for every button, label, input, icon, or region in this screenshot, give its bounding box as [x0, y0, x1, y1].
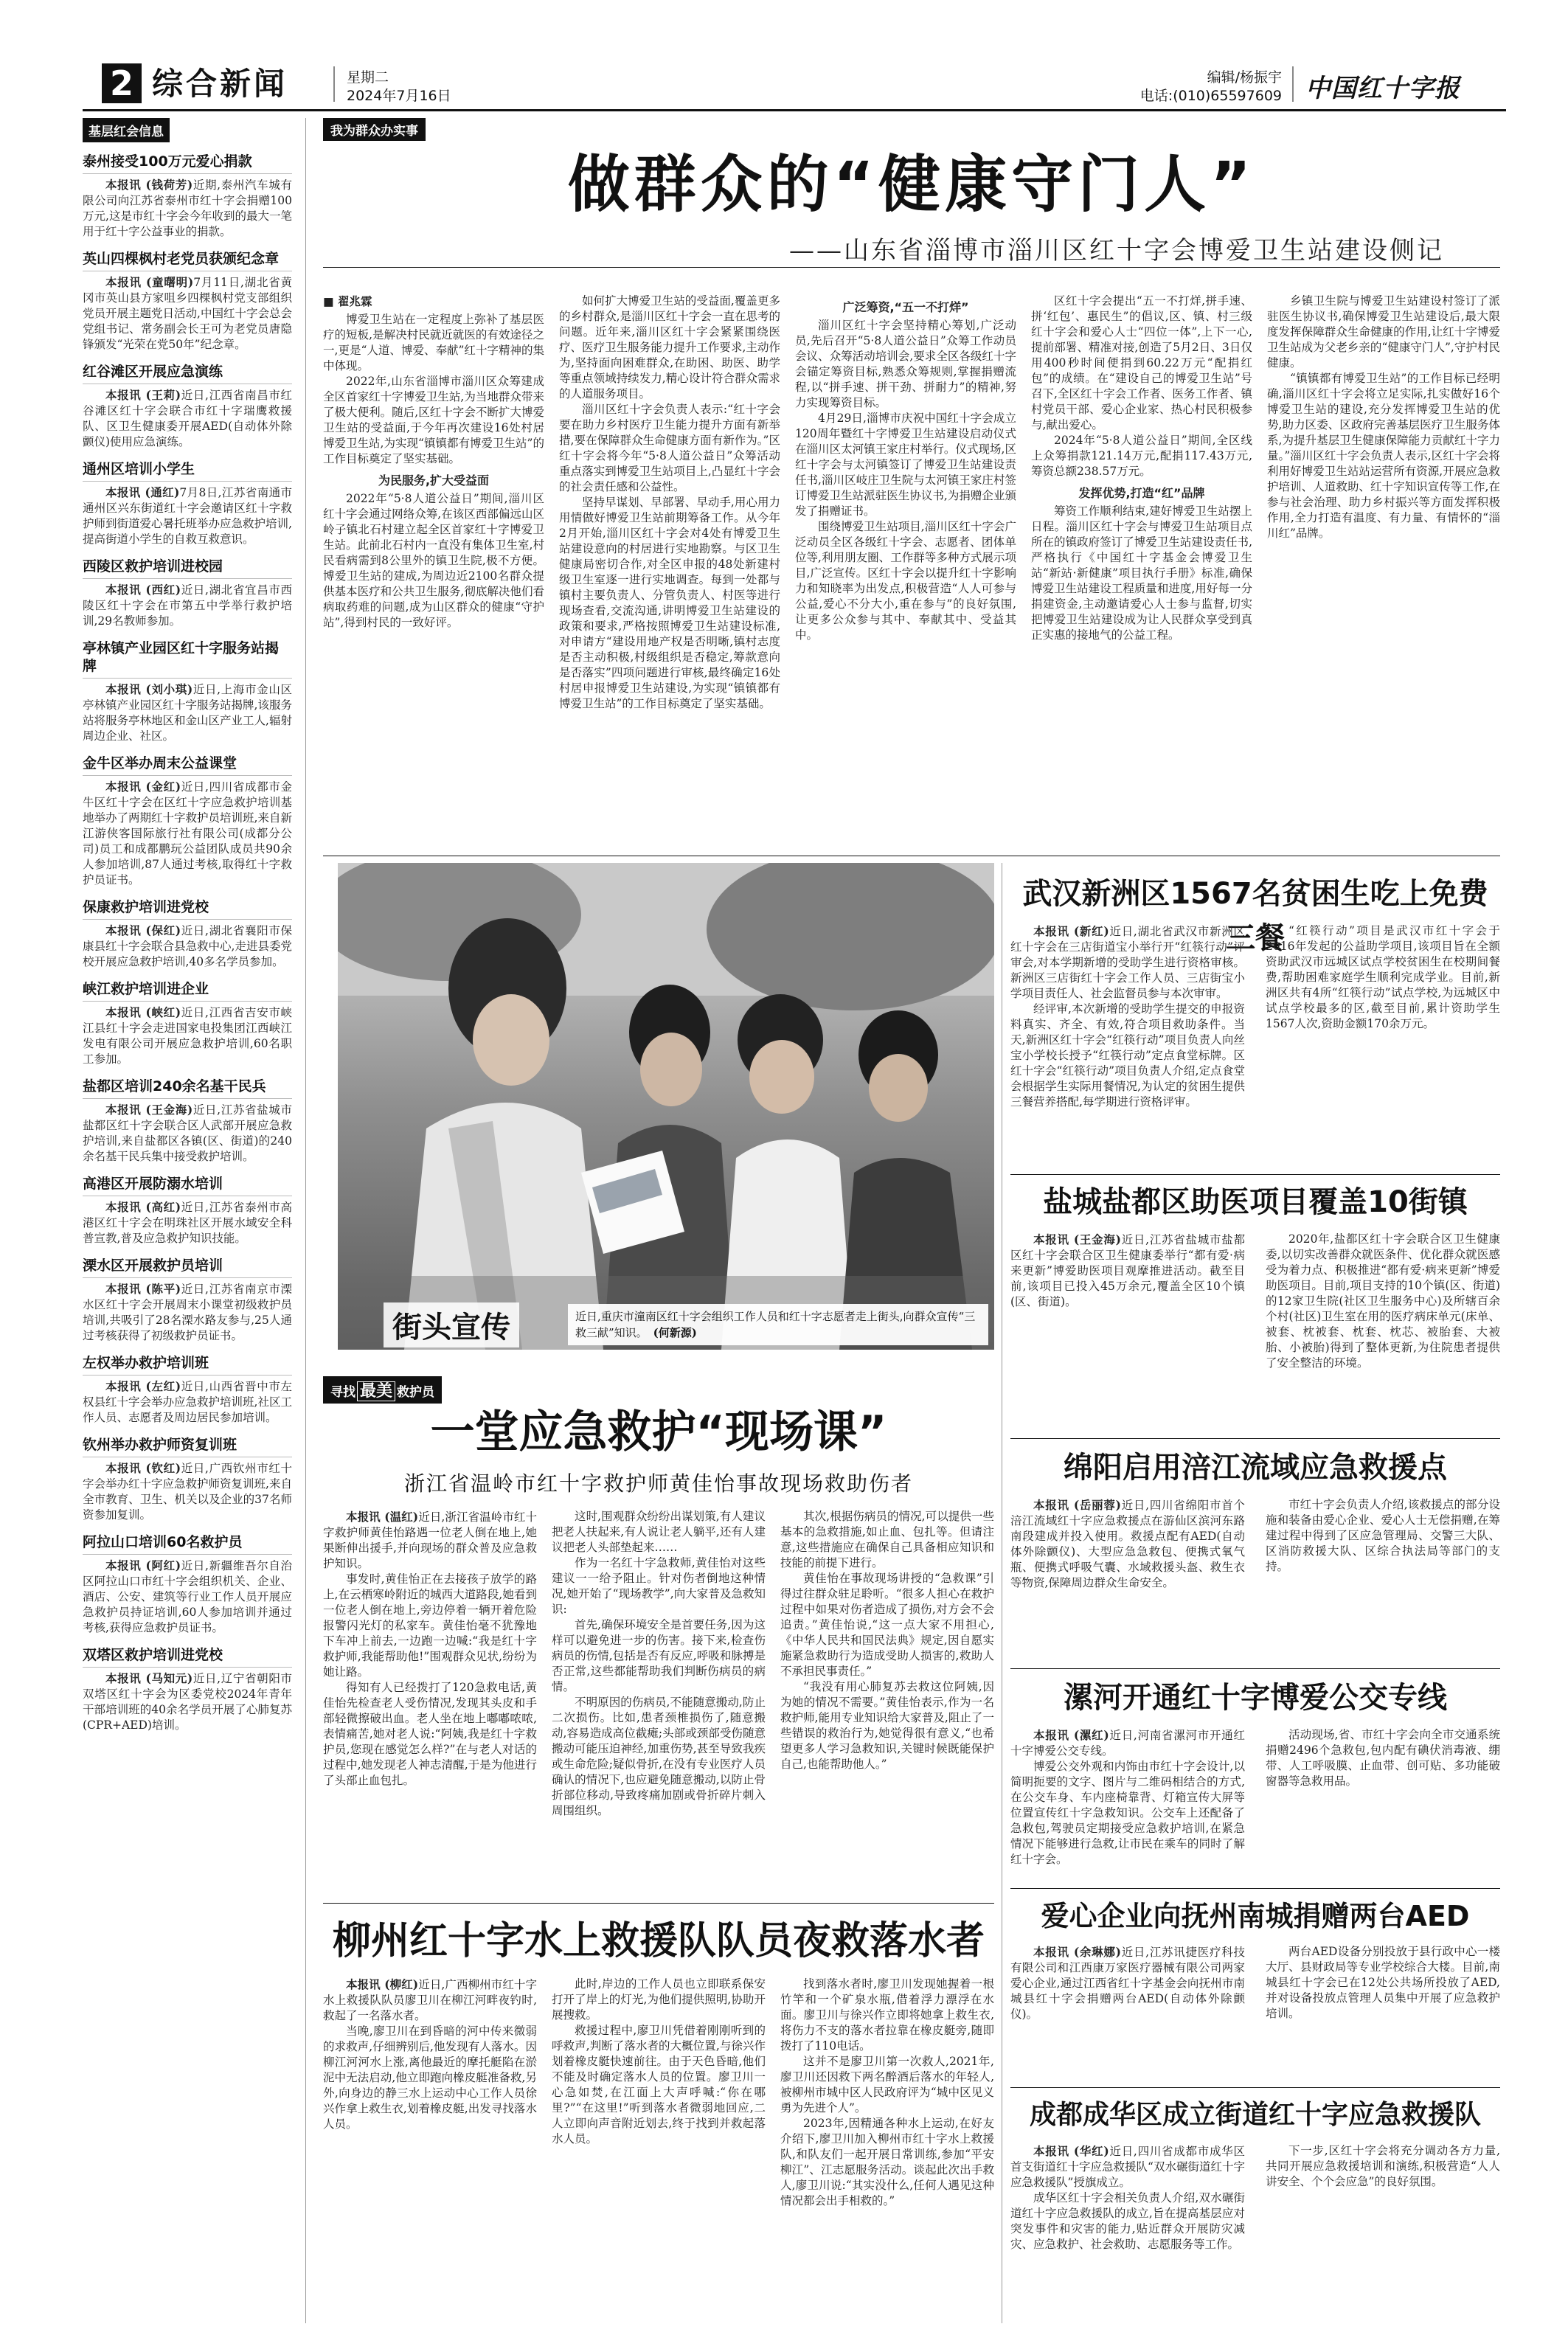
brief-title: 金牛区举办周末公益课堂 [83, 754, 292, 776]
brief-title: 红谷滩区开展应急演练 [83, 363, 292, 384]
lead-intro-paragraph: 博爱卫生站在一定程度上弥补了基层医疗的短板,是解决村民就近就医的有效途径之一,更是“人道、博爱、奉献”红十字精神的集中体现。 [323, 313, 544, 372]
brief-item [83, 363, 292, 450]
brief-body [83, 485, 292, 547]
page-number: 2 [109, 63, 133, 103]
brief-item [83, 754, 292, 888]
brief-byline: 本报讯 (王莉) [105, 388, 181, 402]
wuhan-rule [1010, 1174, 1500, 1175]
fuzhou-byline: 本报讯 (余琳娜) [1033, 1945, 1121, 1959]
first-aid-p9: 黄佳怡在事故现场讲授的“急救课”引得过往群众驻足聆听。“很多人担心在救护过程中如果对伤者造成了损伤,对方会不会追责。”黄佳怡说,“这一点大家不用担心,《中华人民共和国民法典》规定,因自愿实施紧急救助行为造成受助人损害的,救助人不承担民事责任。” [780, 1572, 994, 1678]
brief-body [83, 387, 292, 450]
brief-title: 通州区培训小学生 [83, 460, 292, 482]
lead-col-2 [559, 294, 780, 712]
fuzhou-col-2 [1266, 1944, 1500, 2022]
mianyang-byline: 本报讯 (岳丽蓉) [1033, 1498, 1121, 1512]
issue-date: 2024年7月16日 [347, 88, 451, 104]
first-aid-rule [323, 1903, 994, 1904]
yancheng-col-1 [1010, 1232, 1245, 1310]
brief-text: 近日,上海市金山区亭林镇产业园区红十字服务站揭牌,该服务站将服务亭林地区和金山区产业工人,辐射周边企业、社区。 [83, 683, 292, 743]
lead-s2-p1: 淄川区红十字会坚持精心筹划,广泛动员,先后召开“5·8人道公益日”众筹工作动员会议、众筹活动培训会,要求全区各级红十字会锚定筹资目标,熟悉众筹规则,掌握捐赠流程,以“拼手速、拼干劲、拼耐力”的精神,努力实现筹资目标。 [795, 319, 1016, 409]
brief-text: 近期,泰州汽车城有限公司向江苏省泰州市红十字会捐赠100万元,这是市红十字会今年收到的最大一笔用于红十字公益事业的捐款。 [83, 178, 292, 238]
chengdu-byline: 本报讯 (华红) [1033, 2144, 1109, 2158]
brief-item [83, 1646, 292, 1733]
first-aid-p1-text: 近日,浙江省温岭市红十字救护师黄佳怡路遇一位老人倒在地上,她果断伸出援手,并向现场的群众普及应急救护知识。 [323, 1510, 537, 1570]
lead-col-1 [323, 294, 544, 631]
street-photo [338, 863, 994, 1350]
editor-phone: 电话:(010)65597609 [1139, 88, 1282, 104]
brief-body [83, 681, 292, 744]
brief-byline: 本报讯 (西红) [105, 583, 181, 597]
wuhan-p2: 经评审,本次新增的受助学生提交的申报资料真实、齐全、有效,符合项目救助条件。当天,新洲区红十字会“红筷行动”项目负责人向丝宝小学校长授予“红筷行动”定点食堂标牌。区红十字会“红筷行动”项目负责人介绍,定点食堂会根据学生实际用餐情况,为认定的贫困生提供三餐营养搭配,每学期进行资格评审。 [1010, 1002, 1245, 1109]
brief-text: 近日,江苏省盐城市盐都区红十字会联合区人武部开展应急救护培训,来自盐都区各镇(区、街道)的240余名基干民兵集中接受救护培训。 [83, 1103, 292, 1163]
yancheng-rule [1010, 1438, 1500, 1439]
liuzhou-p4: 救援过程中,廖卫川凭借着刚刚听到的呼救声,判断了落水者的大概位置,与徐兴作划着橡皮艇快速前往。由于天色昏暗,他们不能及时确定落水人员的位置。廖卫川一心急如焚,在江面上大声呼喊:“你在哪里?”“在这里!”听到落水者微弱地回应,二人立即向声音附近划去,终于找到并救起落水人员。 [552, 2024, 766, 2145]
masthead-rule [83, 109, 1506, 111]
first-aid-p3: 得知有人已经拨打了120急救电话,黄佳怡先检查老人受伤情况,发现其头皮和手部轻微擦破出血。老人坐在地上嘟嘟哝哝,表情痛苦,她对老人说:“阿姨,我是红十字救护员,您现在感觉怎么样?”在与老人对话的过程中,她发现老人神志清醒,于是为他进行了头部止血包扎。 [323, 1681, 537, 1787]
chengdu-p1-text: 近日,四川省成都市成华区首支街道红十字应急救援队“双水碾街道红十字应急救援队”授旗成立。 [1010, 2145, 1245, 2189]
chengdu-p2: 成华区红十字会相关负责人介绍,双水碾街道红十字应急救援队的成立,旨在提高基层应对突发事件和灾害的能力,贴近群众开展防灾减灾、应急救护、社会救助、志愿服务等工作。 [1010, 2191, 1245, 2251]
liuzhou-col-1 [323, 1977, 537, 2132]
brief-item [83, 460, 292, 547]
paper-logo: 中国红十字报 [1305, 74, 1460, 103]
brief-byline: 本报讯 (王金海) [105, 1103, 193, 1117]
first-aid-subheadline: 浙江省温岭市红十字救护师黄佳怡事故现场救助伤者 [403, 1471, 913, 1496]
brief-body [83, 1005, 292, 1067]
lead-s3-p3: “镇镇都有博爱卫生站”的工作目标已经明确,淄川区红十字会将立足实际,扎实做好16个博爱卫生站的建设,充分发挥博爱卫生站的优势,助力区委、区政府完善基层医疗卫生服务体系,为提升基层卫生健康保障能力贡献红十字力量。”淄川区红十字会负责人表示,区红十字会将利用好博爱卫生站站运营所有资源,开展应急救护培训、人道救助、红十字知识宣传等工作,在参与社会治理、助力乡村振兴等方面发挥积极作用,全力打造有温度、有力量、有情怀的“淄川红”品牌。 [1267, 372, 1500, 540]
luohe-p3: 活动现场,省、市红十字会向全市交通系统捐赠2496个急救包,包内配有碘伏消毒液、绷带、人工呼吸膜、止血带、创可贴、多功能破窗器等急救用品。 [1266, 1728, 1500, 1788]
brief-item [83, 898, 292, 970]
first-aid-col-1 [323, 1509, 537, 1789]
luohe-headline: 漯河开通红十字博爱公交专线 [1064, 1681, 1447, 1715]
brief-text: 近日,湖北省宜昌市西陵区红十字会在市第五中学举行救护培训,29名教师参加。 [83, 583, 292, 628]
mianyang-headline: 绵阳启用涪江流域应急救援点 [1064, 1451, 1447, 1485]
brief-body [83, 1460, 292, 1523]
brief-text: 近日,新疆维吾尔自治区阿拉山口市红十字会组织机关、企业、酒店、公安、建筑等行业工作人员开展应急救护员持证培训,60人参加培训并通过考核,获得应急救护员证书。 [83, 1559, 292, 1634]
lead-author: ■ 翟兆霖 [323, 294, 372, 308]
first-aid-p10: “我没有用心肺复苏去救这位阿姨,因为她的情况不需要。”黄佳怡表示,作为一名救护师,能用专业知识给大家普及,阻止了一些错误的救治行为,她觉得很有意义,“也希望更多人学习急救知识,关键时候既能保护自己,也能帮助他人。” [780, 1680, 994, 1771]
brief-item [83, 980, 292, 1067]
first-aid-tag [323, 1376, 442, 1404]
liuzhou-p7: 2023年,因精通各种水上运动,在好友介绍下,廖卫川加入柳州市红十字水上救援队,和队友们一起开展日常训练,参加“平安柳江”、江志愿服务活动。谈起此次出手救人,廖卫川说:“其实没什么,任何人遇见这种情况都会出手相救的。” [780, 2117, 994, 2207]
first-aid-p2: 事发时,黄佳怡正在去接孩子放学的路上,在云栖寒岭附近的城西大道路段,她看到一位老人倒在地上,旁边停着一辆开着危险报警闪光灯的私家车。黄佳怡毫不犹豫地下车冲上前去,一边跑一边喊:“我是红十字救护师,我能帮助他!”围观群众见状,纷纷为她让路。 [323, 1572, 537, 1679]
brief-text: 近日,江苏省南京市溧水区红十字会开展周末小课堂初级救护员培训,共吸引了28名溧水路友参与,25人通过考核获得了初级救护员证书。 [83, 1283, 292, 1342]
brief-text: 近日,江苏省泰州市高港区红十字会在明珠社区开展水域安全科普宣教,普及应急救护知识技能。 [83, 1201, 292, 1245]
liuzhou-p3: 此时,岸边的工作人员也立即联系保安打开了岸上的灯光,为他们提供照明,协助开展搜救。 [552, 1977, 766, 2022]
brief-title: 西陵区救护培训进校园 [83, 558, 292, 579]
yancheng-p1-text: 近日,江苏省盐城市盐都区红十字会联合区卫生健康委举行“都有爱·病来更新”博爱助医项目观摩推进活动。截至目前,该项目已投入45万余元,覆盖全区10个镇(区、街道)。 [1010, 1233, 1245, 1308]
liuzhou-byline: 本报讯 (柳红) [346, 1977, 419, 1991]
brief-list [83, 153, 292, 1733]
brief-byline: 本报讯 (峡红) [105, 1005, 181, 1019]
wuhan-col-2 [1266, 923, 1500, 1032]
mianyang-col-2 [1266, 1497, 1500, 1575]
brief-text: 近日,广西钦州市红十字会举办红十字应急救护师资复训班,来自全市教育、卫生、机关以及企业的37名师资参加复训。 [83, 1462, 292, 1522]
mianyang-p1 [1010, 1497, 1245, 1591]
yancheng-headline: 盐城盐都区助医项目覆盖10街镇 [1043, 1185, 1468, 1219]
brief-title: 盐都区培训240余名基干民兵 [83, 1078, 292, 1099]
lead-s3-p2: 乡镇卫生院与博爱卫生站建设村签订了派驻医生协议书,确保博爱卫生站建设后,最大限度发挥保障群众生命健康的作用,让红十字博爱卫生站成为父老乡亲的“健康守门人”,守护村民健康。 [1267, 294, 1500, 370]
lead-s3-p1: 筹资工作顺利结束,建好博爱卫生站摆上日程。淄川区红十字会与博爱卫生站项目点所在的镇政府签订了博爱卫生站建设责任书,严格执行《中国红十字基金会博爱卫生站“新站·新健康”项目执行手册》标准,确保博爱卫生站建设工程质量和进度,用好每一分捐建资金,主动邀请爱心人士参与监督,切实把博爱卫生站建设成为让人民群众享受到真正实惠的接地气的公益工程。 [1031, 504, 1252, 642]
brief-item [83, 1175, 292, 1246]
brief-body [83, 274, 292, 353]
weekday: 星期二 [347, 69, 389, 86]
luohe-byline: 本报讯 (漯红) [1033, 1728, 1109, 1742]
brief-item [83, 250, 292, 353]
brief-title: 高港区开展防溺水培训 [83, 1175, 292, 1196]
lead-intro-paragraph: 2022年,山东省淄博市淄川区众筹建成全区首家红十字博爱卫生站,为当地群众带来了极大便利。随后,区红十字会不断扩大博爱卫生站的受益面,于今年再次建设16处村居博爱卫生站,为实现“镇镇都有博爱卫生站”的工作目标奠定了坚实基础。 [323, 375, 544, 465]
yancheng-p1 [1010, 1232, 1245, 1310]
liuzhou-p1 [323, 1977, 537, 2024]
wuhan-p1 [1010, 923, 1245, 1002]
brief-text: 近日,山西省晋中市左权县红十字会举办应急救护培训班,社区工作人员、志愿者及周边居民参加培训。 [83, 1380, 292, 1424]
first-aid-tag-prefix: 寻找 [330, 1385, 355, 1400]
brief-byline: 本报讯 (金红) [105, 780, 181, 794]
first-aid-headline: 一堂应急救护“现场课” [430, 1406, 887, 1458]
luohe-col-1 [1010, 1727, 1245, 1867]
first-aid-p1 [323, 1509, 537, 1572]
wuhan-col-1 [1010, 923, 1245, 1110]
brief-text: 7月11日,湖北省黄冈市英山县方家咀乡四棵枫村党支部组织党员开展主题党日活动,中国红十字会总会党组书记、常务副会长王可为老党员唐隐锋颁发“光荣在党50年”纪念章。 [83, 276, 292, 351]
liuzhou-headline: 柳州红十字水上救援队队员夜救落水者 [332, 1919, 985, 1963]
brief-item [83, 153, 292, 240]
liuzhou-p5: 找到落水者时,廖卫川发现她握着一根竹竿和一个矿泉水瓶,借着浮力漂浮在水面。廖卫川与徐兴作立即将她拿上救生衣,将伤力不支的落水者拉靠在橡皮艇旁,随即拨打了110电话。 [780, 1977, 994, 2053]
brief-byline: 本报讯 (钦红) [105, 1461, 181, 1475]
brief-body [83, 177, 292, 240]
liuzhou-col-3 [780, 1977, 994, 2209]
mianyang-p1-text: 近日,四川省绵阳市首个涪江流域红十字应急救援点在游仙区滨河东路南段建成并投入使用。救援点配有AED(自动体外除颤仪)、大型应急急救包、便携式氧气瓶、便携式呼吸气囊、水域救援头盔、救生衣等物资,保障周边群众生命安全。 [1010, 1499, 1245, 1589]
mianyang-col-1 [1010, 1497, 1245, 1591]
luohe-p1-text: 近日,河南省漯河市开通红十字博爱公交专线。 [1010, 1729, 1245, 1758]
lead-s2-p2: 4月29日,淄博市庆祝中国红十字会成立120周年暨红十字博爱卫生站建设启动仪式在淄川区太河镇王家庄村举行。仪式现场,区红十字会与太河镇签订了博爱卫生站建设责任书,淄川区岐庄卫生院与太河镇王家庄村签订博爱卫生站派驻医生协议书,为捐赠企业颁发了捐赠证书。 [795, 412, 1016, 518]
brief-item [83, 1078, 292, 1165]
lead-intro [323, 312, 544, 467]
first-aid-p8: 其次,根据伤病员的情况,可以提供一些基本的急救措施,如止血、包扎等。但请注意,这些措施应在确保自己具备相应知识和技能的前提下进行。 [780, 1510, 994, 1569]
wuhan-p3: “红筷行动”项目是武汉市红十字会于2016年发起的公益助学项目,该项目旨在全额资助武汉市远城区试点学校贫困生在校期间餐费,帮助困难家庭学生顺利完成学业。目前,新洲区共有4所“红筷行动”试点学校,为远城区中试点学校最多的区,截至目前,累计资助学生1567人次,资助金额170余万元。 [1266, 924, 1500, 1030]
brief-text: 7月8日,江苏省南通市通州区兴东街道红十字会邀请区红十字救护师到街道爱心暑托班举办应急救护培训,提高街道小学生的自救互救意识。 [83, 486, 292, 546]
brief-title: 阿拉山口培训60名救护员 [83, 1533, 292, 1555]
brief-body [83, 1102, 292, 1165]
lead-s1-p2: 如何扩大博爱卫生站的受益面,覆盖更多的乡村群众,是淄川区红十字会一直在思考的问题。近年来,淄川区红十字会紧紧围绕医疗、医疗卫生服务能力提升工作要求,主动作为,坚持面向困难群众,在助困、助医、助学等重点领域持续发力,精心设计符合群众需求的人道服务项目。 [559, 294, 780, 400]
chengdu-col-1 [1010, 2143, 1245, 2252]
photo-credit: (何新源) [653, 1326, 697, 1339]
masthead-divider [333, 66, 335, 102]
chengdu-p3: 下一步,区红十字会将充分调动各方力量,共同开展应急救援培训和演练,积极营造“人人讲安全、个个会应急”的良好氛围。 [1266, 2144, 1500, 2188]
photo-caption: 近日,重庆市潼南区红十字会组织工作人员和红十字志愿者走上街头,向群众宣传“三救三献”知识。 [575, 1310, 976, 1339]
lead-s1-p4: 坚持早谋划、早部署、早动手,用心用力用情做好博爱卫生站前期筹备工作。从今年2月开始,淄川区红十字会对4处有博爱卫生站建设意向的村居进行实地勘察。与区卫生健康局密切合作,对全区申报的48处新建村级卫生室逐一进行实地调查。每到一处都与镇村主要负责人、分管负责人、村医等进行现场查看,交流沟通,讲明博爱卫生站建设的政策和要求,严格按照博爱卫生站建设标准,对申请方“建设用地产权是否明晰,镇村志度是否主动积极,村级组织是否稳定,筹款意向是否落实”四项问题进行审核,最终确定16处村居申报博爱卫生站建设,为实现“镇镇都有博爱卫生站”的工作目标奠定了坚实基础。 [559, 496, 780, 710]
first-aid-p7: 不明原因的伤病员,不能随意搬动,防止二次损伤。比如,患者颈椎损伤了,随意搬动,容易造成高位截瘫;头部或颈部受伤随意搬动可能压迫神经,加重伤势,甚至导致我疾或生命危险;疑似骨折,在没有专业医疗人员确认的情况下,也应避免随意搬动,以防止骨折部位移动,导致疼痛加剧或骨折碎片刺入周围组织。 [552, 1696, 766, 1817]
brief-title: 亭林镇产业园区红十字服务站揭牌 [83, 639, 292, 679]
brief-title: 保康救护培训进党校 [83, 898, 292, 920]
brief-byline: 本报讯 (马知元) [105, 1671, 193, 1685]
brief-text: 近日,四川省成都市金牛区红十字会在区红十字应急救护培训基地举办了两期红十字救护员培训班,来自新江游侠客国际旅行社有限公司(成都分公司)员工和成都鹏玩公益团队成员共90余人参加培训,87人通过考核,取得红十字救护员证书。 [83, 780, 292, 887]
lead-section2-title: 广泛筹资,“五一不打烊” [842, 300, 969, 314]
brief-body [83, 779, 292, 888]
brief-item [83, 1354, 292, 1426]
brief-title: 泰州接受100万元爱心捐款 [83, 153, 292, 174]
lead-col-3 [795, 294, 1016, 643]
first-aid-p6: 首先,确保环境安全是首要任务,因为这样可以避免进一步的伤害。接下来,检查伤病员的伤情,包括是否有反应,呼吸和脉搏是否正常,这些都能帮助我们判断伤病员的病情。 [552, 1618, 766, 1693]
lead-tag-text: 我为群众办实事 [330, 124, 418, 139]
first-aid-tag-suffix: 救护员 [397, 1385, 435, 1400]
brief-body [83, 1378, 292, 1426]
yancheng-byline: 本报讯 (王金海) [1033, 1232, 1121, 1246]
lead-col-5 [1267, 294, 1500, 541]
photo-illustration [338, 863, 994, 1350]
fuzhou-headline: 爱心企业向抚州南城捐赠两台AED [1041, 1900, 1470, 1932]
wuhan-headline: 武汉新洲区1567名贫困生吃上免费三餐 [1022, 877, 1488, 955]
page-number-box [102, 63, 142, 103]
liuzhou-col-2 [552, 1977, 766, 2147]
lead-sub-rule [323, 267, 1500, 268]
mianyang-p2: 市红十字会负责人介绍,该救援点的部分设施和装备由爱心企业、爱心人士无偿捐赠,在筹建过程中得到了区应急管理局、交警三大队、区消防救援大队、区综合执法局等部门的支持。 [1266, 1498, 1500, 1573]
sidebar-divider [305, 118, 306, 2323]
first-aid-col-3 [780, 1509, 994, 1772]
brief-body [83, 923, 292, 970]
liuzhou-p2: 当晚,廖卫川在到昏暗的河中传来微弱的求救声,仔细辨别后,他发现有人落水。因柳江河河水上涨,离他最近的摩托艇陷在淤泥中无法启动,他立即跑向橡皮艇准备救,另外,向身边的静三水上运动中心工作人员徐兴作拿上救生衣,划着橡皮艇,出发寻找落水人员。 [323, 2025, 537, 2131]
lead-s2-p4: 区红十字会提出“五一不打烊,拼手速、拼‘红包’、惠民生”的倡议,区、镇、村三级红十字会和爱心人士“四位一体”,上下一心,提前部署、精准对接,创造了5月2日、3日仅用400秒时间便捐到60.22万元“配捐红包”的成绩。在“建设自己的博爱卫生站”号召下,全区红十字会工作者、医务工作者、镇村党员干部、爱心企业家、热心村民积极参与,献出爱心。 [1031, 294, 1252, 431]
chengdu-col-2 [1266, 2143, 1500, 2190]
fuzhou-p1-text: 近日,江苏讯捷医疗科技有限公司和江西康万家医疗器械有限公司两家爱心企业,通过江西省红十字基金会向抚州市南城县红十字会捐赠两台AED(自动体外除颤仪)。 [1010, 1946, 1245, 2021]
brief-item [83, 1436, 292, 1523]
brief-text: 近日,湖北省襄阳市保康县红十字会联合县急救中心,走进县委党校开展应急救护培训,40多名学员参加。 [83, 924, 292, 968]
brief-body [83, 1281, 292, 1344]
lead-col-4 [1031, 294, 1252, 643]
brief-body [83, 1199, 292, 1246]
brief-title: 英山四棵枫村老党员获颁纪念章 [83, 250, 292, 271]
liuzhou-p6: 这并不是廖卫川第一次救人,2021年,廖卫川还因救下两名醉酒后落水的年轻人,被柳州市城中区人民政府评为“城中区见义勇为先进个人”。 [780, 2055, 994, 2115]
yancheng-col-2 [1266, 1232, 1500, 1371]
sidebar [83, 118, 292, 1733]
lead-section3-title: 发挥优势,打造“红”品牌 [1078, 486, 1205, 500]
lead-section1-title: 为民服务,扩大受益面 [378, 473, 490, 488]
brief-item [83, 639, 292, 744]
brief-text: 近日,江西省吉安市峡江县红十字会走进国家电投集团江西峡江发电有限公司开展应急救护培训,60名职工参加。 [83, 1006, 292, 1066]
chengdu-headline: 成都成华区成立街道红十字应急救援队 [1029, 2100, 1481, 2130]
luohe-p2: 博爱公交外观和内饰由市红十字会设计,以简明扼要的文字、图片与二维码相结合的方式,在公交车身、车内座椅靠背、灯箱宣传大屏等位置宣传红十字急救知识。公交车上还配备了急救包,驾驶员定期接受应急救护培训,在紧急情况下能够进行急救,让市民在乘车的同时了解红十字会。 [1010, 1760, 1245, 1866]
brief-item [83, 558, 292, 629]
brief-title: 双塔区救护培训进党校 [83, 1646, 292, 1668]
editor: 编辑/杨振宇 [1207, 69, 1282, 86]
lead-tag [323, 118, 426, 141]
first-aid-col-2 [552, 1509, 766, 1819]
brief-body [83, 1671, 292, 1733]
brief-item [83, 1257, 292, 1344]
brief-byline: 本报讯 (阿红) [105, 1558, 181, 1572]
fuzhou-rule [1010, 2087, 1500, 2088]
fuzhou-p1 [1010, 1944, 1245, 2022]
lead-s1-p1: 2022年“5·8人道公益日”期间,淄川区红十字会通过网络众筹,在该区西部偏远山区岭子镇北石村建立起全区首家红十字博爱卫生站。此前北石村内一直没有集体卫生室,村民看病需到8公里外的镇卫生院,极不方便。博爱卫生站的建成,为周边近2100名群众提供基本医疗和公共卫生服务,彻底解决他们看病取药难的问题,成为山区群众的健康“守护站”,得到村民的一致好评。 [323, 492, 544, 629]
yancheng-p2: 2020年,盐都区红十字会联合区卫生健康委,以切实改善群众就医条件、优化群众就医感受为着力点、积极推进“都有爱·病来更新”博爱助医项目。目前,项目支持的10个镇(区、街道)的12家卫生院(社区卫生服务中心)及所辖百余个村(社区)卫生室在用的医疗病床单元(床单、被套、枕被套、枕套、枕芯、被胎套、大被胎、小被胎)得到了整体更新,为住院患者提供了安全整洁的环境。 [1266, 1232, 1500, 1370]
chengdu-p1 [1010, 2143, 1245, 2190]
brief-body [83, 1558, 292, 1636]
luohe-col-2 [1266, 1727, 1500, 1789]
masthead-divider-right [1292, 66, 1294, 102]
brief-byline: 本报讯 (童曙明) [105, 275, 194, 289]
fuzhou-p2: 两台AED设备分别投放于县行政中心一楼大厅、县财政局等专业学校综合大楼。目前,南城县红十字会已在12处公共场所投放了AED,并对设备投放点管理人员集中开展了应急救护培训。 [1266, 1945, 1500, 2020]
first-aid-tag-highlight: 最美 [357, 1381, 395, 1401]
brief-title: 钦州举办救护师资复训班 [83, 1436, 292, 1457]
lead-s1-p3: 淄川区红十字会负责人表示:“红十字会要在助力乡村医疗卫生能力提升方面有新举措,要在保障群众生命健康方面有新作为。”区红十字会将今年“5·8人道公益日”众筹活动重点落实到博爱卫生站项目上,凸显红十字会的社会责任感和公益性。 [559, 403, 780, 493]
photo-caption-box [568, 1304, 988, 1345]
lead-subheadline: ——山东省淄博市淄川区红十字会博爱卫生站建设侧记 [789, 236, 1444, 266]
brief-body [83, 582, 292, 629]
lead-s2-p3: 围绕博爱卫生站项目,淄川区红十字会广泛动员全区各级红十字会、志愿者、团体单位等,利用朋友圈、工作群等多种方式展示项目,广泛宣传。区红十字会以提升红十字影响力和知晓率为出发点,积极营造“人人可参与公益,爱心不分大小,重在参与”的良好氛围,让更多公众参与其中、奉献其中、受益其中。 [795, 520, 1016, 642]
liuzhou-p1-text: 近日,广西柳州市红十字水上救援队队员廖卫川在柳江河畔夜钓时,救起了一名落水者。 [323, 1978, 537, 2022]
brief-text: 近日,江西省南昌市红谷滩区红十字会联合市红十字瑞鹰救援队、区卫生健康委开展AED(自动体外除颤仪)使用应急演练。 [83, 389, 292, 448]
brief-byline: 本报讯 (钱荷芳) [105, 178, 193, 192]
sidebar-tag: 基层红会信息 [83, 118, 170, 142]
brief-text: 近日,辽宁省朝阳市双塔区红十字会为区委党校2024年青年干部培训班的40余名学员开展了心肺复苏(CPR+AED)培训。 [83, 1672, 292, 1732]
wuhan-p1-text: 近日,湖北省武汉市新洲区红十字会在三店街道宝小举行开“红筷行动”评审会,对本学期新增的受助学生进行资格审核。新洲区三店街红十字会工作人员、三店街宝小学项目责任人、社会监督员参与本次审审。 [1010, 925, 1245, 1000]
mianyang-rule [1010, 1668, 1500, 1669]
brief-byline: 本报讯 (刘小琪) [105, 682, 193, 696]
brief-byline: 本报讯 (高红) [105, 1200, 181, 1214]
wuhan-byline: 本报讯 (新红) [1033, 924, 1109, 938]
section-name: 综合新闻 [152, 66, 288, 102]
first-aid-p5: 作为一名红十字急救师,黄佳怡对这些建议一一给予阻止。针对伤者倒地这种情况,她开始了“现场教学”,向大家普及急救知识: [552, 1556, 766, 1616]
brief-item [83, 1533, 292, 1636]
brief-title: 峡江救护培训进企业 [83, 980, 292, 1002]
brief-title: 左权举办救护培训班 [83, 1354, 292, 1376]
first-aid-byline: 本报讯 (温红) [346, 1510, 419, 1524]
brief-byline: 本报讯 (通红) [105, 485, 180, 499]
luohe-rule [1010, 1888, 1500, 1889]
luohe-p1 [1010, 1727, 1245, 1759]
brief-byline: 本报讯 (陈平) [105, 1282, 181, 1296]
brief-title: 溧水区开展救护员培训 [83, 1257, 292, 1278]
brief-byline: 本报讯 (左红) [105, 1379, 181, 1393]
lead-s2-p5: 2024年“5·8人道公益日”期间,全区线上众筹捐款121.14万元,配捐117.43万元,筹资总额238.57万元。 [1031, 434, 1252, 478]
lead-headline: 做群众的“健康守门人” [567, 148, 1256, 221]
brief-byline: 本报讯 (保红) [105, 923, 181, 937]
fuzhou-col-1 [1010, 1944, 1245, 2022]
photo-label: 街头宣传 [384, 1302, 519, 1347]
first-aid-p4: 这时,围观群众纷纷出谋划策,有人建议把老人扶起来,有人说让老人躺平,还有人建议把老人头部垫起来…… [552, 1510, 766, 1554]
